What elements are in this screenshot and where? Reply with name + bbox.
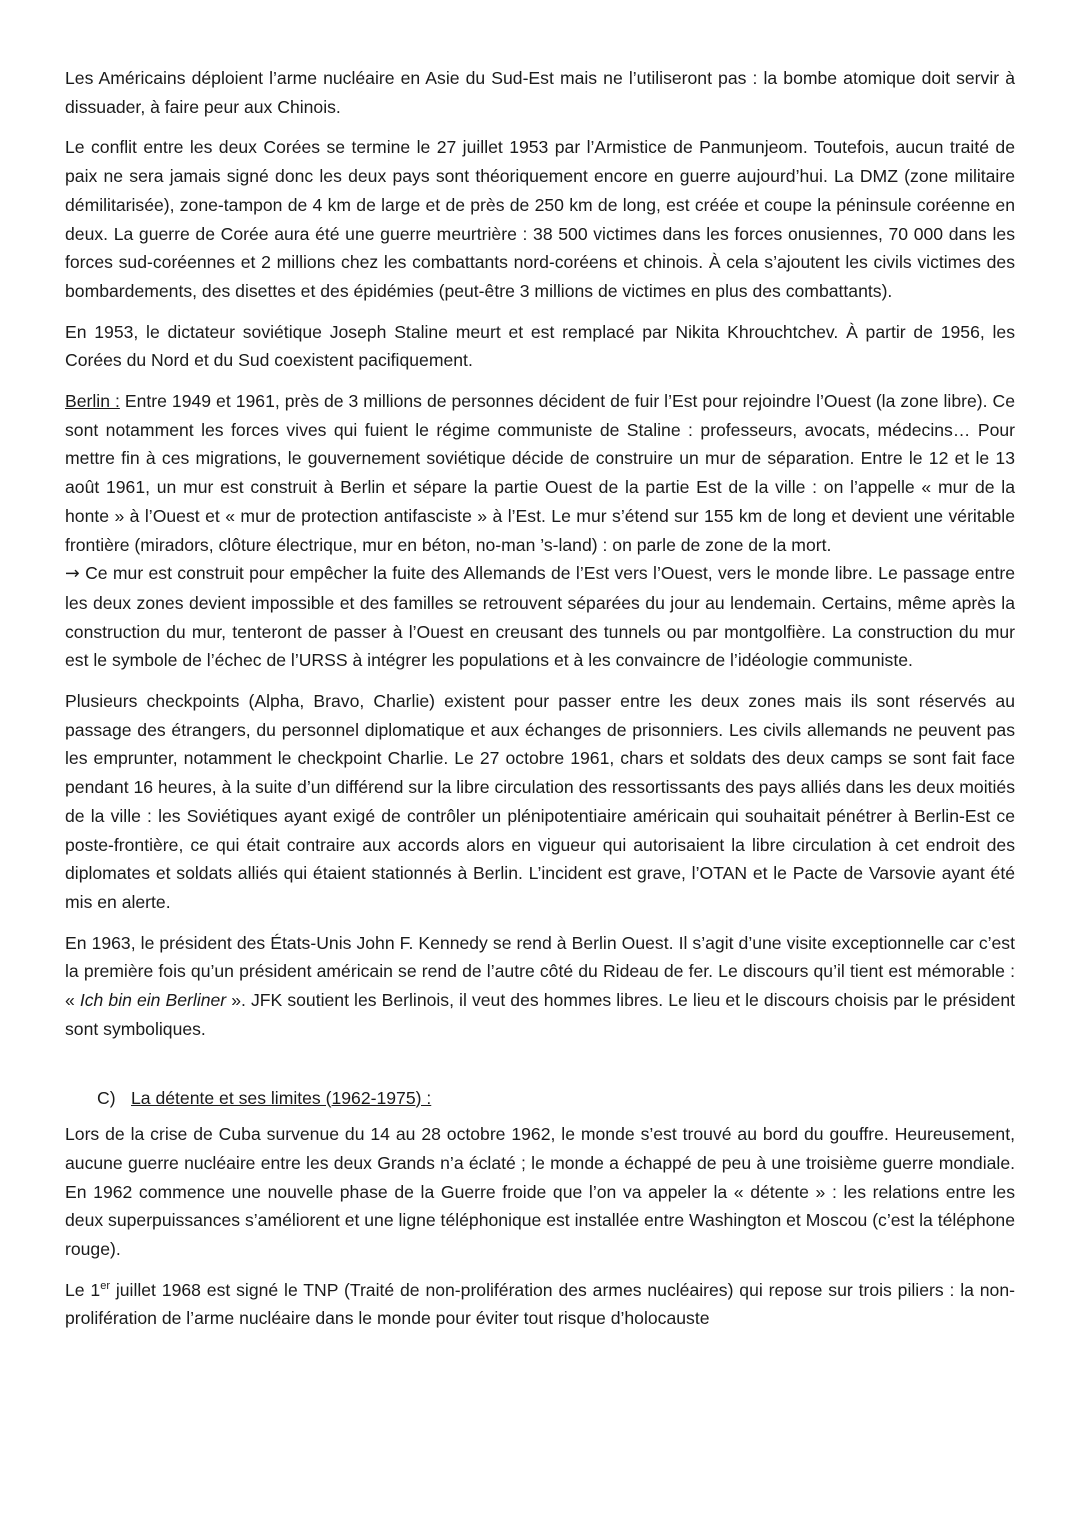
berlin-arrow-text: Ce mur est construit pour empêcher la fuite des Allemands de l’Est vers l’Ouest, vers le monde libre. Le passage entre les deux zones devient impossible et des familles se retrouvent séparées du jour au lendemain. Certains, même après la construction du mur, tenteront de passer à l’Ouest en creusant des tunnels ou par montgolfière. La construction du mur est le symbole de l’échec de l’URSS à intégrer les populations et à les convaincre de l’idéologie communiste. <box>65 563 1015 671</box>
paragraph-berlin-wall-consequence <box>65 559 1015 675</box>
berlin-label: Berlin : <box>65 391 120 412</box>
tnp-text-after: juillet 1968 est signé le TNP (Traité de non-prolifération des armes nucléaires) qui repose sur trois piliers : la non-prolifération de l’arme nucléaire dans le monde pour éviter tout risque d’holocauste <box>65 1279 1015 1329</box>
berlin-text: Entre 1949 et 1961, près de 3 millions de personnes décident de fuir l’Est pour rejoindre l’Ouest (la zone libre). Ce sont notamment les forces vives qui fuient le régime communiste de Staline : professeurs, avocats, médecins… Pour mettre fin à ces migrations, le gouvernement soviétique décide de construire un mur de séparation. Entre le 12 et le 13 août 1961, un mur est construit à Berlin et sépare la partie Ouest de la partie Est de la ville : on l’appelle « mur de la honte » à l’Ouest et « mur de protection antifasciste » à l’Est. Le mur s’étend sur 155 km de long et devient une véritable frontière (miradors, clôture électrique, mur en béton, no-man ’s-land) : on parle de zone de la mort. <box>65 391 1015 555</box>
tnp-text-before: Le 1 <box>65 1279 101 1300</box>
section-number: C) <box>97 1087 116 1108</box>
paragraph-cuba-detente: Lors de la crise de Cuba survenue du 14 au 28 octobre 1962, le monde s’est trouvé au bord du gouffre. Heureusement, aucune guerre nucléaire entre les deux Grands n’a éclaté ; le monde a échappé de peu à une troisième guerre mondiale. En 1962 commence une nouvelle phase de la Guerre froide que l’on va appeler la « détente » : les relations entre les deux superpuissances s’améliorent et une ligne téléphonique est installée entre Washington et Moscou (c’est la téléphone rouge). <box>65 1124 1015 1259</box>
arrow-right-icon: → <box>65 564 80 585</box>
paragraph-kennedy <box>65 929 1015 1044</box>
kennedy-text-after: ». JFK soutient les Berlinois, il veut des hommes libres. Le lieu et le discours choisis par le président sont symboliques. <box>65 990 1016 1039</box>
paragraph-korea-armistice: Le conflit entre les deux Corées se termine le 27 juillet 1953 par l’Armistice de Panmunjeom. Toutefois, aucun traité de paix ne sera jamais signé donc les deux pays sont théoriquement encore en guerre aujourd’hui. La DMZ (zone militaire démilitarisée), zone-tampon de 4 km de large et de près de 250 km de long, est créée et coupe la péninsule coréenne en deux. La guerre de Corée aura été une guerre meurtrière : 38 500 victimes dans les forces onusiennes, 70 000 dans les forces sud-coréennes et 2 millions chez les combattants nord-coréens et chinois. À cela s’ajoutent les civils victimes des bombardements, des disettes et des épidémies (peut-être 3 millions de victimes en plus des combattants). <box>65 137 1015 301</box>
kennedy-quote: Ich bin ein Berliner <box>79 990 227 1011</box>
kennedy-text-before: En 1963, le président des États-Unis John F. Kennedy se rend à Berlin Ouest. Il s’agit d’une visite exceptionnelle car c’est la première fois qu’un président américain se rend de l’autre côté du Rideau de fer. Le discours qu’il tient est mémorable : « <box>65 932 1015 1011</box>
paragraph-checkpoints: Plusieurs checkpoints (Alpha, Bravo, Charlie) existent pour passer entre les deux zones mais ils sont réservés au passage des étrangers, du personnel diplomatique et aux échanges de prisonniers. Les civils allemands ne peuvent pas les emprunter, notamment le checkpoint Charlie. Le 27 octobre 1961, chars et soldats des deux camps se sont fait face pendant 16 heures, à la suite d’un différend sur la libre circulation des ressortissants des pays alliés dans les deux moitiés de la ville : les Soviétiques ayant exigé de contrôler un plénipotentiaire américain qui souhaitait pénétrer à Berlin-Est ce poste-frontière, ce qui était contraire aux accords alors en vigueur qui autorisaient la libre circulation à cet endroit des diplomates et soldats alliés qui étaient stationnés à Berlin. L’incident est grave, l’OTAN et le Pacte de Varsovie ayant été mis en alerte. <box>65 691 1015 912</box>
document-page <box>65 64 1015 1345</box>
paragraph-berlin <box>65 387 1015 559</box>
section-title: La détente et ses limites (1962-1975) : <box>131 1087 432 1108</box>
paragraph-stalin-death: En 1953, le dictateur soviétique Joseph Staline meurt et est remplacé par Nikita Khrouchtchev. À partir de 1956, les Corées du Nord et du Sud coexistent pacifiquement. <box>65 321 1015 371</box>
paragraph-nuclear-asia: Les Américains déploient l’arme nucléaire en Asie du Sud-Est mais ne l’utiliseront pas : la bombe atomique doit servir à dissuader, à faire peur aux Chinois. <box>65 68 1015 117</box>
section-heading-c <box>97 1084 1015 1113</box>
ordinal-superscript: er <box>100 1279 110 1292</box>
paragraph-tnp <box>65 1276 1015 1333</box>
